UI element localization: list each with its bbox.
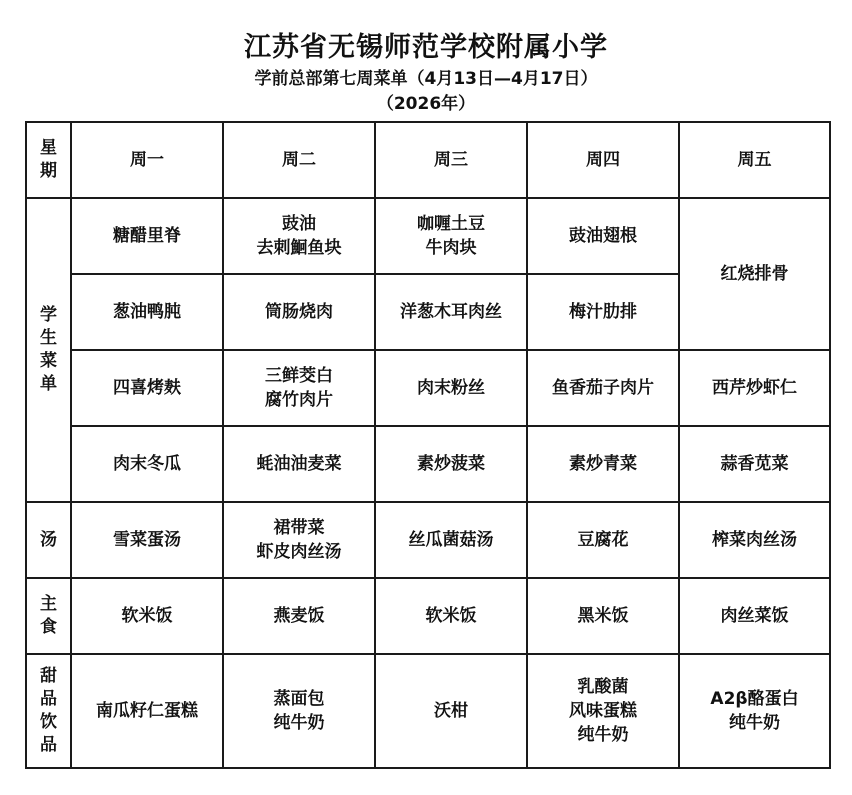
weekly-menu-table [25, 121, 831, 769]
table-row-soup [26, 502, 830, 578]
menu-cell: 四喜烤麸 [71, 350, 223, 426]
day-header-wed: 周三 [375, 122, 527, 198]
menu-cell: 裙带菜 虾皮肉丝汤 [223, 502, 375, 578]
menu-cell: A2β酪蛋白 纯牛奶 [679, 654, 830, 768]
menu-cell: 软米饭 [71, 578, 223, 654]
menu-cell: 南瓜籽仁蛋糕 [71, 654, 223, 768]
menu-cell: 榨菜肉丝汤 [679, 502, 830, 578]
weekday-corner-label: 星 期 [26, 122, 71, 198]
menu-cell: 黑米饭 [527, 578, 679, 654]
menu-cell: 蒸面包 纯牛奶 [223, 654, 375, 768]
menu-cell: 软米饭 [375, 578, 527, 654]
menu-cell: 糖醋里脊 [71, 198, 223, 274]
menu-cell: 蒜香苋菜 [679, 426, 830, 502]
table-row-staple [26, 578, 830, 654]
menu-cell: 燕麦饭 [223, 578, 375, 654]
menu-cell: 素炒青菜 [527, 426, 679, 502]
menu-cell: 豆腐花 [527, 502, 679, 578]
menu-cell: 西芹炒虾仁 [679, 350, 830, 426]
menu-cell: 肉末粉丝 [375, 350, 527, 426]
menu-cell: 鱼香茄子肉片 [527, 350, 679, 426]
day-header-mon: 周一 [71, 122, 223, 198]
menu-cell: 咖喱土豆 牛肉块 [375, 198, 527, 274]
menu-cell: 乳酸菌 风味蛋糕 纯牛奶 [527, 654, 679, 768]
table-row-dessert [26, 654, 830, 768]
category-student-menu: 学 生 菜 单 [26, 198, 71, 502]
menu-cell: 肉丝菜饭 [679, 578, 830, 654]
table-header-row [26, 122, 830, 198]
page-subtitle: 学前总部第七周菜单（4月13日—4月17日） [254, 69, 598, 89]
table-row [26, 198, 830, 274]
menu-cell: 梅汁肋排 [527, 274, 679, 350]
menu-cell-fri-merged: 红烧排骨 [679, 198, 830, 350]
menu-cell: 豉油 去刺鮰鱼块 [223, 198, 375, 274]
menu-cell: 筒肠烧肉 [223, 274, 375, 350]
category-dessert: 甜 品 饮 品 [26, 654, 71, 768]
page-title: 江苏省无锡师范学校附属小学 [244, 32, 608, 63]
page-year: （2026年） [376, 94, 476, 114]
menu-cell: 沃柑 [375, 654, 527, 768]
menu-cell: 三鲜茭白 腐竹肉片 [223, 350, 375, 426]
menu-cell: 蚝油油麦菜 [223, 426, 375, 502]
menu-cell: 葱油鸭肫 [71, 274, 223, 350]
menu-cell: 雪菜蛋汤 [71, 502, 223, 578]
menu-cell: 洋葱木耳肉丝 [375, 274, 527, 350]
menu-cell: 丝瓜菌菇汤 [375, 502, 527, 578]
category-soup: 汤 [26, 502, 71, 578]
menu-cell: 豉油翅根 [527, 198, 679, 274]
menu-cell: 素炒菠菜 [375, 426, 527, 502]
table-row [26, 350, 830, 426]
category-staple: 主 食 [26, 578, 71, 654]
day-header-thu: 周四 [527, 122, 679, 198]
day-header-tue: 周二 [223, 122, 375, 198]
table-row [26, 426, 830, 502]
day-header-fri: 周五 [679, 122, 830, 198]
menu-cell: 肉末冬瓜 [71, 426, 223, 502]
